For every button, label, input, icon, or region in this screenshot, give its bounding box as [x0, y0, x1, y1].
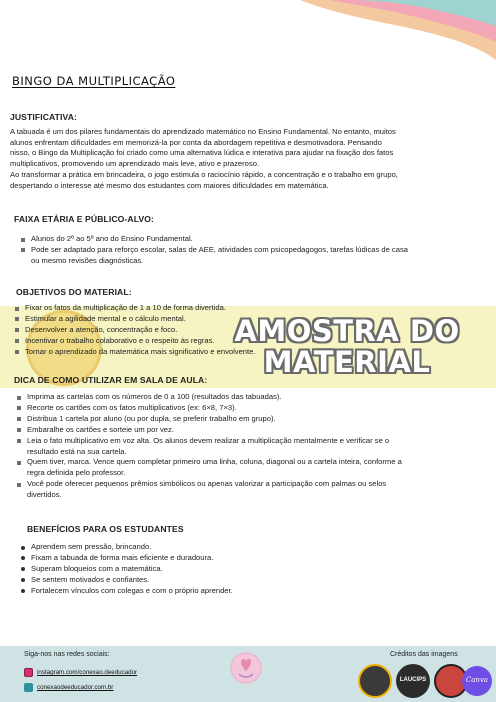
list-item: Quem tiver, marca. Vence quem completar primeiro uma linha, coluna, diagonal ou a cartela inteira, conforme a	[14, 457, 484, 468]
list-item: Distribua 1 cartela por aluno (ou por dupla, se preferir trabalho em grupo).	[14, 414, 484, 425]
faixa-list	[18, 234, 484, 267]
list-item: Recorte os cartões com os fatos multiplicativos (ex: 6×8, 7×3).	[14, 403, 484, 414]
justificativa-heading: JUSTIFICATIVA:	[10, 112, 77, 122]
site-url: conexaodeeducador.com.br	[37, 684, 114, 691]
header-decoration	[0, 0, 496, 60]
list-item: Estimular a agilidade mental e o cálculo mental.	[12, 314, 482, 325]
justificativa-line: multiplicativos, promovendo um aprendizado mais leve, ativo e prazeroso.	[10, 159, 260, 169]
credit-logo	[358, 664, 392, 698]
dicas-heading: DICA DE COMO UTILIZAR EM SALA DE AULA:	[14, 375, 208, 385]
web-icon	[24, 683, 33, 692]
justificativa-line: nisso, o Bingo da Multiplicação foi criado como uma alternativa lúdica e interativa para ajudar na fixação dos fatos	[10, 148, 394, 158]
list-item: Imprima as cartelas com os números de 0 a 100 (resultados das tabuadas).	[14, 392, 484, 403]
justificativa-line: alunos enfrentam dificuldades em memorizá-la por conta da abordagem repetitiva e desmotivadora. Pensando	[10, 137, 382, 147]
list-item: Aprendem sem pressão, brincando.	[18, 542, 478, 553]
list-item-continuation: resultado está na sua cartela.	[27, 446, 127, 456]
watermark-text: AMOSTRA DO MATERIAL	[234, 314, 460, 379]
list-item: Pode ser adaptado para reforço escolar, salas de AEE, atividades com psicopedagogos, tarefas lúdicas de casa	[18, 245, 484, 256]
list-item: Tornar o aprendizado da matemática mais significativo e envolvente.	[12, 347, 482, 358]
canva-logo	[462, 666, 492, 696]
credits-label: Créditos das imagens	[390, 651, 458, 658]
justificativa-line: A tabuada é um dos pilares fundamentais do aprendizado matemático no Ensino Fundamental. No entanto, muitos	[10, 127, 396, 136]
list-item: Incentivar o trabalho colaborativo e o respeito às regras.	[12, 336, 482, 347]
instagram-icon	[24, 668, 33, 677]
list-item: Alunos do 2º ao 5º ano do Ensino Fundamental.	[18, 234, 484, 245]
list-item: Fortalecem vínculos com colegas e com o próprio aprender.	[18, 586, 478, 597]
list-item: Fixam a tabuada de forma mais eficiente e duradoura.	[18, 553, 478, 564]
credit-name: Canva	[465, 676, 489, 684]
follow-label: Siga-nos nas redes sociais:	[24, 651, 110, 658]
justificativa-line: Ao transformar a prática em brincadeira, o jogo estimula o raciocínio rápido, a concentração e o trabalho em grupo,	[10, 169, 398, 179]
credit-name: LAUCIPS	[399, 677, 427, 683]
list-item: ou mesmo revisões diagnósticas.	[31, 255, 144, 265]
list-item: Fixar os fatos da multiplicação de 1 a 10 de forma divertida.	[12, 303, 482, 314]
instagram-link[interactable]	[24, 668, 137, 677]
objetivos-heading: OBJETIVOS DO MATERIAL:	[16, 287, 132, 297]
list-item: Leia o fato multiplicativo em voz alta. Os alunos devem realizar a multiplicação mentalmente e verificar se o	[14, 436, 484, 447]
page-title: BINGO DA MULTIPLICAÇÃO	[12, 74, 176, 88]
dicas-list	[14, 392, 484, 501]
credit-logo	[396, 664, 430, 698]
justificativa-text	[10, 127, 486, 191]
list-item: Superam bloqueios com a matemática.	[18, 564, 478, 575]
beneficios-heading: BENEFÍCIOS PARA OS ESTUDANTES	[27, 524, 184, 534]
instagram-handle: instagram.com/conexao.deeducador	[37, 669, 138, 676]
justificativa-line: despertando o interesse até mesmo dos estudantes com maiores dificuldades em matemática.	[10, 180, 329, 190]
list-item: Desenvolver a atenção, concentração e foco.	[12, 325, 482, 336]
list-item: Você pode oferecer pequenos prêmios simbólicos ou apenas valorizar a participação com palmas ou selos	[14, 479, 484, 490]
faixa-heading: FAIXA ETÁRIA E PÚBLICO-ALVO:	[14, 214, 154, 224]
list-item-continuation: divertidos.	[27, 490, 62, 500]
beneficios-list	[18, 542, 478, 597]
list-item: Se sentem motivados e confiantes.	[18, 575, 478, 586]
list-item-continuation: regra definida pelo professor.	[27, 468, 126, 478]
brand-logo	[229, 650, 263, 698]
list-item: Embaralhe os cartões e sorteie um por vez.	[14, 425, 484, 436]
site-link[interactable]	[24, 683, 113, 692]
